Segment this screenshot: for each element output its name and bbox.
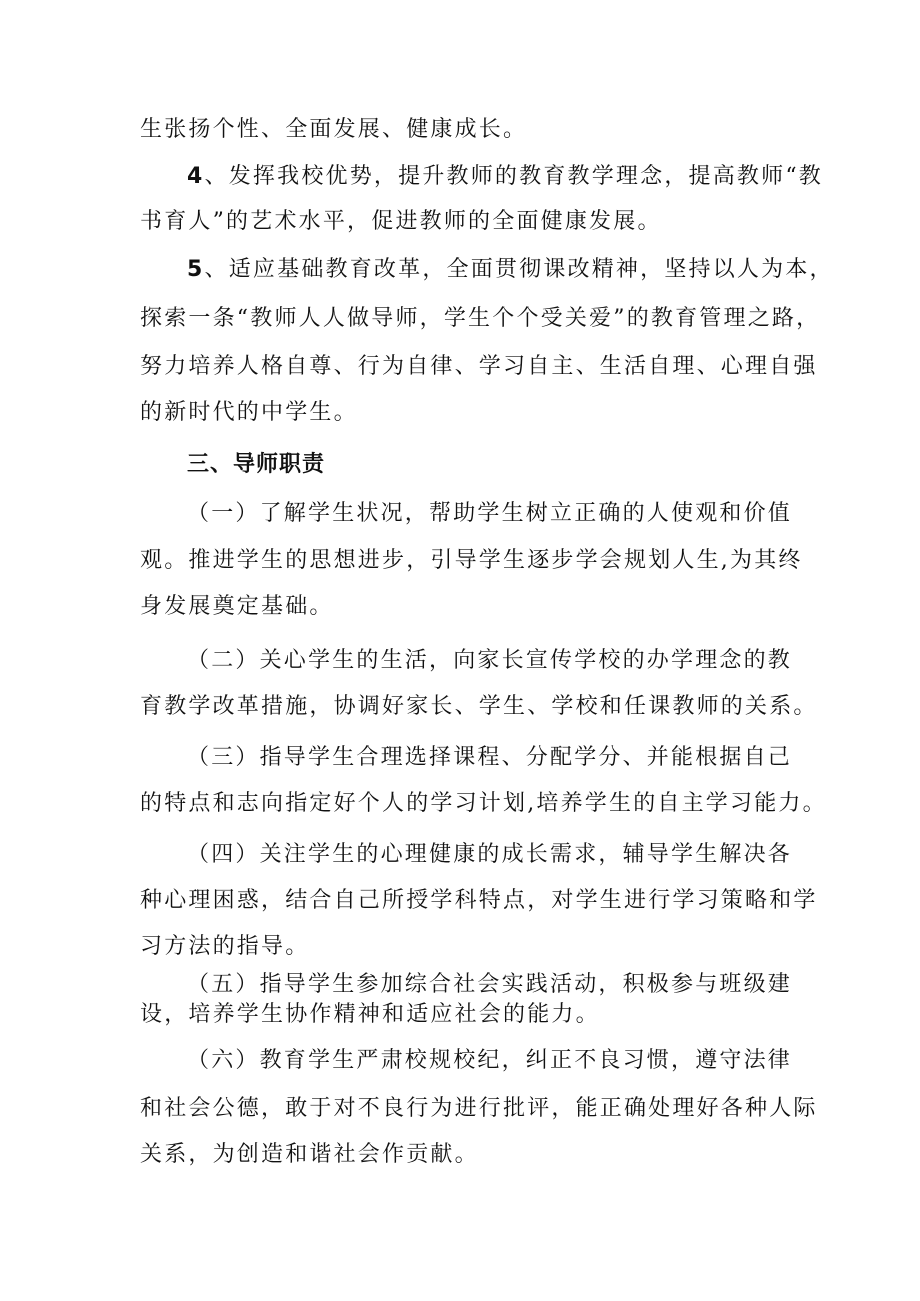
item-4-text: 、发挥我校优势，提升教师的教育教学理念，提高教师“教 bbox=[204, 164, 823, 189]
item-5-line-1 bbox=[187, 255, 834, 285]
duty-2-line-2: 育教学改革措施，协调好家长、学生、学校和任课教师的关系。 bbox=[140, 694, 818, 719]
duty-1-line-2: 观。推进学生的思想进步，引导学生逐步学会规划人生,为其终 bbox=[140, 548, 803, 573]
duty-1-line-1: （一）了解学生状况，帮助学生树立正确的人使观和价值 bbox=[187, 501, 793, 526]
item-4-number: 4 bbox=[187, 164, 205, 189]
section-heading: 三、导师职责 bbox=[187, 452, 326, 477]
duty-1-line-3: 身发展奠定基础。 bbox=[140, 594, 334, 619]
duty-6-line-1: （六）教育学生严肃校规校纪，纠正不良习惯，遵守法律 bbox=[187, 1048, 793, 1073]
duty-2-line-1: （二）关心学生的生活，向家长宣传学校的办学理念的教 bbox=[187, 648, 793, 673]
duty-3-line-2: 的特点和志向指定好个人的学习计划,培养学生的自主学习能力。 bbox=[140, 791, 827, 816]
item-5-line-3: 努力培养人格自尊、行为自律、学习自主、生活自理、心理自强 bbox=[140, 354, 818, 379]
duty-4-line-3: 习方法的指导。 bbox=[140, 934, 310, 959]
duty-6-line-2: 和社会公德，敢于对不良行为进行批评，能正确处理好各种人际 bbox=[140, 1096, 818, 1121]
continuation-line: 生张扬个性、全面发展、健康成长。 bbox=[140, 117, 528, 142]
duty-3-line-1: （三）指导学生合理选择课程、分配学分、并能根据自己 bbox=[187, 745, 793, 770]
item-4-line-1 bbox=[187, 162, 823, 192]
duty-6-line-3: 关系，为创造和谐社会作贡献。 bbox=[140, 1142, 479, 1167]
duty-5-line-2: 设，培养学生协作精神和适应社会的能力。 bbox=[140, 1002, 600, 1027]
duty-4-line-2: 种心理困惑，结合自己所授学科特点，对学生进行学习策略和学 bbox=[140, 888, 818, 913]
item-5-number: 5 bbox=[187, 257, 205, 282]
item-5-line-2: 探索一条“教师人人做导师，学生个个受关爱”的教育管理之路， bbox=[140, 306, 821, 331]
item-4-line-2: 书育人”的艺术水平，促进教师的全面健康发展。 bbox=[140, 209, 662, 234]
duty-5-line-1: （五）指导学生参加综合社会实践活动，积极参与班级建 bbox=[187, 972, 793, 997]
duty-4-line-1: （四）关注学生的心理健康的成长需求，辅导学生解决各 bbox=[187, 842, 793, 867]
item-5-text: 、适应基础教育改革，全面贯彻课改精神，坚持以人为本， bbox=[204, 257, 834, 282]
item-5-line-4: 的新时代的中学生。 bbox=[140, 400, 358, 425]
